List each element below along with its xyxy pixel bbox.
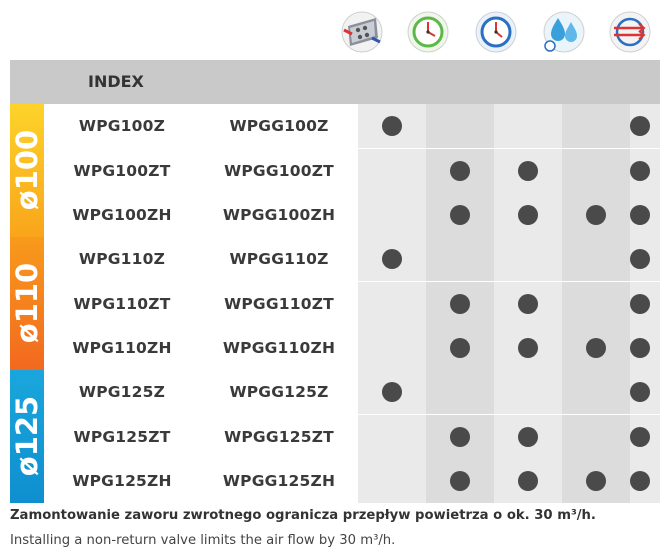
feature-cell [358, 282, 426, 326]
feature-cell [630, 370, 660, 414]
feature-cell [630, 326, 660, 370]
table-row [44, 415, 660, 459]
feature-cell [426, 149, 494, 193]
product-code: WPG125Z [78, 383, 166, 401]
feature-cell [358, 326, 426, 370]
feature-dot [630, 382, 650, 402]
product-code-alt: WPGG110Z [229, 250, 329, 268]
feature-cell [494, 193, 562, 237]
diameter-label: ø100 [10, 129, 44, 211]
product-code-alt: WPGG100Z [229, 117, 329, 135]
feature-cell [562, 237, 630, 281]
feature-cell [426, 282, 494, 326]
feature-dot [450, 161, 470, 181]
feature-cell [426, 370, 494, 414]
product-code: WPG100Z [78, 117, 166, 135]
feature-cell [494, 282, 562, 326]
feature-dot [586, 338, 606, 358]
feature-dot [518, 294, 538, 314]
feature-dot [450, 338, 470, 358]
product-code-alt: WPGG125Z [229, 383, 329, 401]
feature-cell [630, 237, 660, 281]
feature-dot [382, 116, 402, 136]
feature-cell [494, 459, 562, 503]
diameter-label-bar [10, 370, 44, 503]
feature-cell [494, 326, 562, 370]
feature-cell [562, 370, 630, 414]
feature-cell [630, 459, 660, 503]
feature-cell [494, 237, 562, 281]
feature-cell [358, 104, 426, 148]
feature-dot [630, 338, 650, 358]
feature-dot [518, 161, 538, 181]
product-code-alt: WPGG100ZH [222, 206, 336, 224]
size-group [10, 370, 660, 503]
diameter-label: ø110 [10, 262, 44, 344]
feature-cell [358, 459, 426, 503]
diameter-label-bar [10, 104, 44, 237]
product-code-alt: WPGG125ZT [224, 427, 334, 446]
valve-icon [340, 10, 384, 54]
table-row [44, 459, 660, 503]
feature-cell [562, 415, 630, 459]
feature-cell [426, 415, 494, 459]
diameter-label: ø125 [10, 395, 44, 477]
feature-cell [562, 104, 630, 148]
feature-cell [426, 459, 494, 503]
feature-cell [562, 326, 630, 370]
feature-cell [494, 104, 562, 148]
table-header [10, 60, 660, 104]
table-row [44, 370, 660, 414]
size-group [10, 104, 660, 237]
feature-cell [562, 282, 630, 326]
product-code: WPG125ZT [73, 427, 171, 446]
feature-dot [586, 205, 606, 225]
feature-cell [358, 193, 426, 237]
feature-dot [450, 205, 470, 225]
feature-cell [494, 149, 562, 193]
product-code: WPG110ZT [73, 294, 171, 313]
feature-cell [358, 415, 426, 459]
note-english: Installing a non-return valve limits the air flow by 30 m³/h. [10, 533, 396, 548]
product-code: WPG110Z [78, 250, 166, 268]
table-row [44, 104, 660, 148]
note-polish: Zamontowanie zaworu zwrotnego ogranicza przepływ powietrza o ok. 30 m³/h. [10, 508, 596, 523]
feature-dot [450, 471, 470, 491]
feature-cell [358, 370, 426, 414]
feature-cell [630, 149, 660, 193]
feature-dot [630, 161, 650, 181]
table-row [44, 282, 660, 326]
feature-cell [562, 459, 630, 503]
diameter-label-bar [10, 237, 44, 370]
feature-dot [518, 471, 538, 491]
feature-dot [630, 205, 650, 225]
green-clock-icon [406, 10, 450, 54]
table-row [44, 326, 660, 370]
product-code: WPG110ZH [72, 339, 172, 357]
feature-cell [630, 415, 660, 459]
product-code: WPG100ZH [72, 206, 172, 224]
size-group [10, 237, 660, 370]
feature-cell [358, 149, 426, 193]
feature-dot [518, 205, 538, 225]
product-code-alt: WPGG110ZT [224, 294, 334, 313]
feature-cell [358, 237, 426, 281]
feature-dot [382, 382, 402, 402]
feature-dot [450, 294, 470, 314]
airflow-icon [608, 10, 652, 54]
product-code-alt: WPGG125ZH [222, 472, 336, 490]
feature-dot [630, 427, 650, 447]
feature-dot [630, 471, 650, 491]
product-code-alt: WPGG110ZH [222, 339, 336, 357]
product-table [10, 60, 660, 503]
index-header: INDEX [88, 72, 144, 91]
feature-cell [630, 104, 660, 148]
feature-cell [426, 104, 494, 148]
table-row [44, 149, 660, 193]
feature-cell [426, 237, 494, 281]
feature-cell [494, 415, 562, 459]
product-code: WPG100ZT [73, 161, 171, 180]
feature-dot [630, 249, 650, 269]
feature-dot [586, 471, 606, 491]
table-row [44, 193, 660, 237]
feature-dot [630, 116, 650, 136]
feature-cell [426, 326, 494, 370]
humidity-icon [542, 10, 586, 54]
feature-cell [630, 282, 660, 326]
feature-cell [426, 193, 494, 237]
feature-dot [382, 249, 402, 269]
table-row [44, 237, 660, 281]
product-code: WPG125ZH [72, 472, 172, 490]
feature-icons-row [0, 6, 666, 60]
feature-dot [518, 338, 538, 358]
feature-cell [630, 193, 660, 237]
feature-dot [450, 427, 470, 447]
blue-clock-icon [474, 10, 518, 54]
feature-cell [494, 370, 562, 414]
feature-dot [630, 294, 650, 314]
feature-cell [562, 193, 630, 237]
feature-cell [562, 149, 630, 193]
product-code-alt: WPGG100ZT [224, 161, 334, 180]
feature-dot [518, 427, 538, 447]
